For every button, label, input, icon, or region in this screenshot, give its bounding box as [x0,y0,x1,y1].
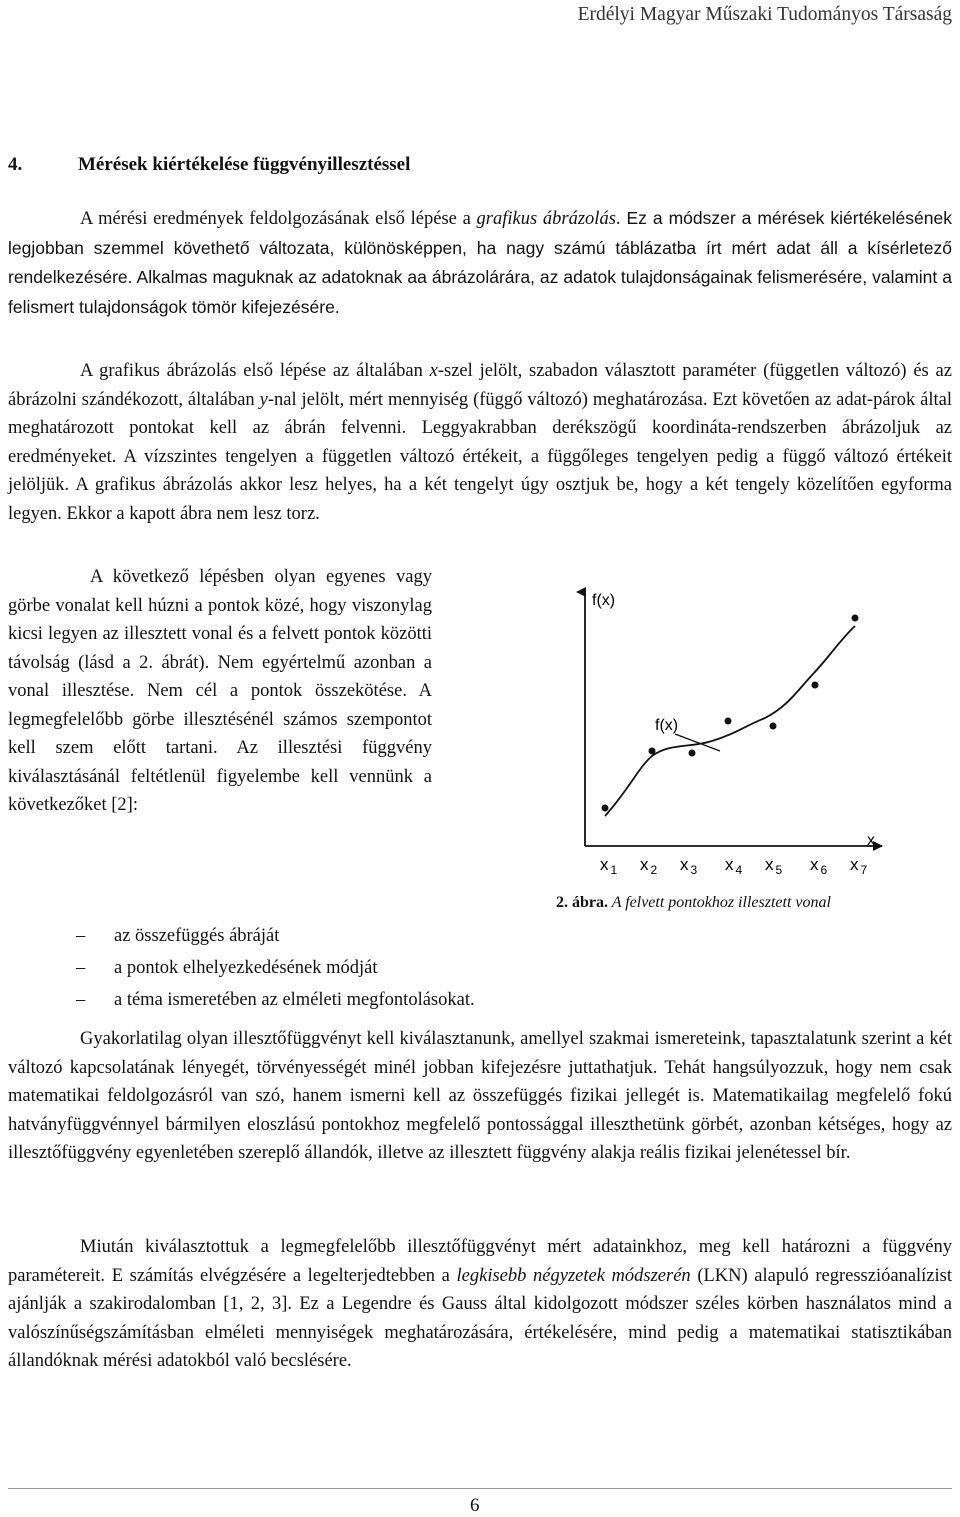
x-tick-label: x $_7$ [850,855,868,877]
page-number: 6 [470,1495,480,1516]
p1-text-sans: Ez a módszer a mérések kiértékelésének legjobban szemmel követhető változata, különösképpen, ha nagy számú táblázatba írt mért adat áll a kísérletező rendelkezésére. Alkalmas maguknak az adatoknak aa ábrázolárára, az adatok tulajdonságainak felismerésére, valamint a felismert tulajdonságok tömör kifejezésére. [8,208,952,317]
p3-text: A következő lépésben olyan egyenes vagy görbe vonalat kell húzni a pontok közé, hogy viszonylag kicsi legyen az illesztett vonal és a felvett pontok közötti távolság (lásd a 2. ábrát). Nem egyértelmű azonban a vonal illesztése. Nem cél a pontok összekötése. A legmegfelelőbb görbe illesztésénél számos szempontot kell szem előtt tartani. Az illesztési függvény kiválasztásánál feltétlenül figyelembe kell vennünk a következőket [2]: [8,567,432,815]
x-axis-label: x [867,832,875,849]
list-item-text: a téma ismeretében az elméleti megfontolásokat. [114,990,475,1010]
paragraph-4 [8,1025,952,1168]
p2-var-y: y [259,389,268,410]
list-item-text: az összefüggés ábráját [114,926,280,946]
data-point [812,682,819,689]
paragraph-5 [8,1233,952,1376]
paragraph-1 [8,204,952,322]
dash-marker: – [76,926,86,946]
y-axis-label: f(x) [592,592,616,609]
paragraph-3 [8,563,432,820]
p5-text-b: (LKN) alapuló regresszióanalízist ajánlják a szakirodalomban [1, 2, 3]. Ez a Legendre és Gauss által kidolgozott módszer széles körben használatos mind a valószínűségszámításban elméleti mennyiségek meghatározására, értékelésére, mind pedig a matematikai statisztikában állandóknak mérési adatokból való becslésére. [8,1265,953,1371]
list-item-text: a pontok elhelyezkedésének módját [114,958,378,978]
paragraph-2 [8,357,952,528]
p4-text: Gyakorlatilag olyan illesztőfüggvényt kell kiválasztanunk, amellyel szakmai ismereteink, tapasztalatunk szerint a két változó kapcsolatának lényegét, törvényességét minél jobban kifejezésre juttathatjuk. Tehát hangsúlyozzuk, hogy nem csak matematikai feldolgozásról van szó, hanem ismerni kell az összefüggés fizikai jellegét is. Matematikailag megfelelő fokú hatványfüggvénnyel bármilyen eloszlású pontokhoz megfelelő pontossággal illeszthetünk görbét, azonban kétséges, hogy az illesztőfüggvény egyenletében szereplő állandók, illetve az illesztett függvény alakja reális fizikai jelenétessel bír. [8,1029,952,1163]
section-number: 4. [8,154,23,175]
section-title: Mérések kiértékelése függvényillesztéssel [78,154,411,175]
p1-emphasis: grafikus ábrázolás [476,209,616,229]
x-tick-labels [600,855,868,877]
p1-text-a: A mérési eredmények feldolgozásának első lépése a [80,209,477,229]
p2-text-c: -nal jelölt, mért mennyiség (függő változó) meghatározása. Ezt követően az adat-párok által meghatározott pontokat kell az ábrán felvenni. Leggyakrabban derékszögű koordináta-rendszerben ábrázoljuk az eredményeket. A vízszintes tengelyen a független változó értékeit, a függőleges tengelyen pedig a függő változó értékeit jelöljük. A grafikus ábrázolás akkor lesz helyes, ha a két tengelyt úgy osztjuk be, hogy a két tengely közelítően egyforma legyen. Ekkor a kapott ábra nem lesz torz. [8,389,952,524]
x-tick-label: x $_5$ [765,855,783,877]
figure-2 [560,578,890,883]
p5-emphasis: legkisebb négyzetek módszerén [456,1265,691,1286]
footer-divider [8,1488,952,1489]
x-tick-label: x $_4$ [725,855,743,877]
list-item [76,984,475,1016]
caption-text: A felvett pontokhoz illesztett vonal [608,894,831,911]
x-tick-label: x $_1$ [600,855,618,877]
data-point [689,750,696,757]
data-point [725,718,732,725]
bullet-list [76,920,475,1016]
caption-label: 2. ábra. [556,894,608,911]
curve-label-leader [675,734,720,751]
figure-caption [556,894,831,912]
data-point [602,805,609,812]
section-heading [8,154,410,176]
p2-text-a: A grafikus ábrázolás első lépése az általában [80,361,430,381]
data-point [852,615,859,622]
data-point [649,748,656,755]
curve-label: f(x) [655,717,679,734]
p1-text-b: . [615,209,621,229]
running-header: Erdélyi Magyar Műszaki Tudományos Társaság [577,4,952,25]
data-point [770,723,777,730]
p5-text-a: Miután kiválasztottuk a legmegfelelőbb illesztőfüggvényt mért adatainkhoz, meg kell határozni a függvény paramétereit. E számítás elvégzésére a legelterjedtebben a [8,1237,952,1286]
list-item [76,920,475,952]
x-tick-label: x $_3$ [680,855,698,877]
list-item [76,952,475,984]
x-tick-label: x $_6$ [810,855,828,877]
x-tick-label: x $_2$ [640,855,658,877]
dash-marker: – [76,958,86,978]
p2-var-x: x [429,361,438,381]
p2-text-b: -szel jelölt, szabadon választott paraméter (független változó) és az ábrázolni szándékozott, általában [8,361,952,410]
dash-marker: – [76,990,86,1010]
